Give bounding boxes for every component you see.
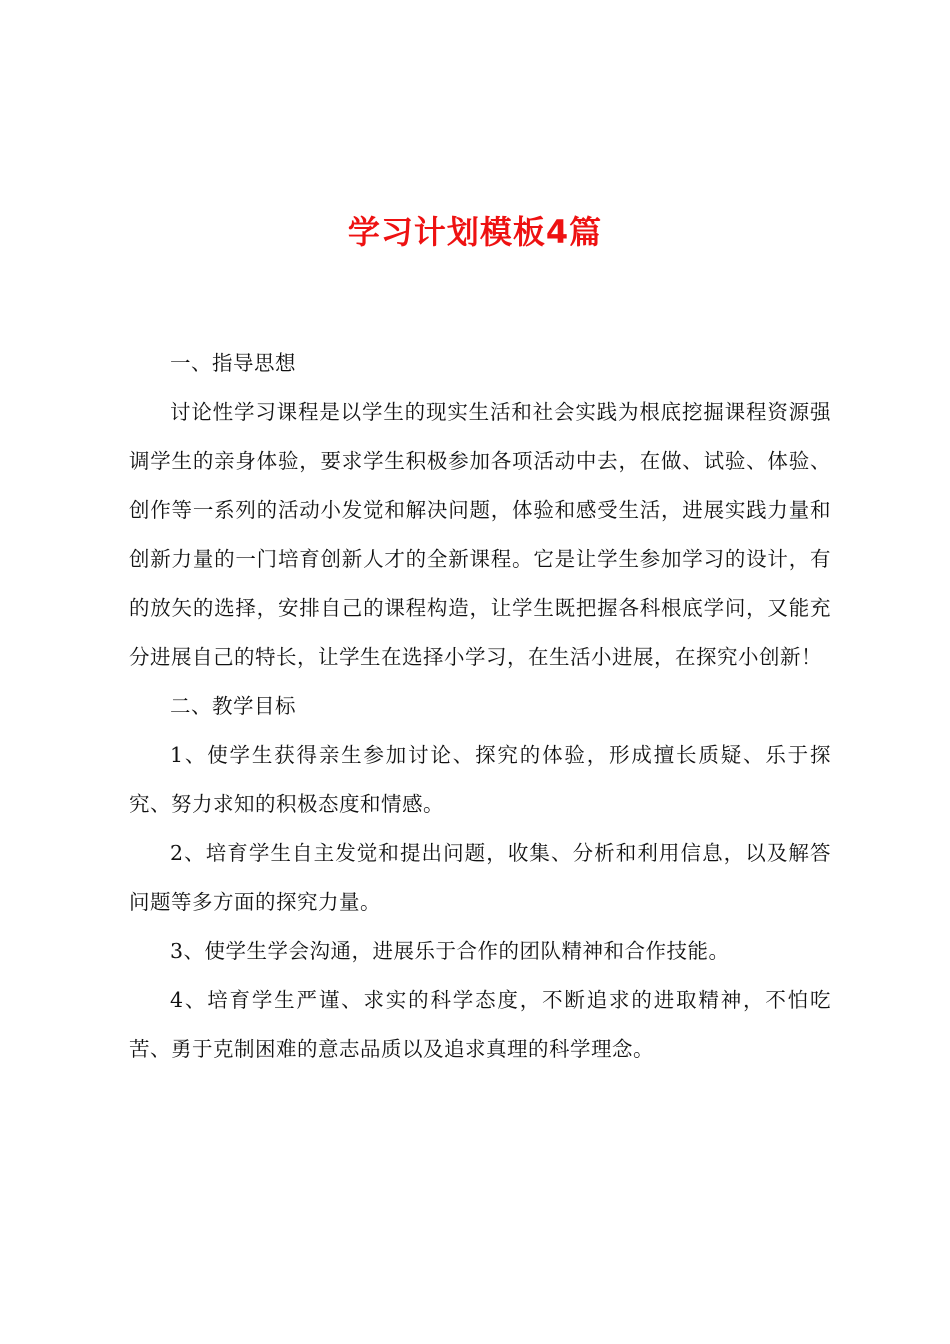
goal-item-2: 2、培育学生自主发觉和提出问题，收集、分析和利用信息，以及解答问题等多方面的探究力量。: [129, 841, 831, 914]
section-heading-guiding-thought: 一、指导思想: [170, 351, 296, 375]
goal-item-3: 3、使学生学会沟通，进展乐于合作的团队精神和合作技能。: [170, 939, 730, 963]
paragraph-guiding-thought-body: 讨论性学习课程是以学生的现实生活和社会实践为根底挖掘课程资源强调学生的亲身体验，要求学生积极参加各项活动中去，在做、试验、体验、创作等一系列的活动小发觉和解决问题，体验和感受生活，进展实践力量和创新力量的一门培育创新人才的全新课程。它是让学生参加学习的设计，有的放矢的选择，安排自己的课程构造，让学生既把握各科根底学问，又能充分进展自己的特长，让学生在选择小学习，在生活小进展，在探究小创新！: [129, 400, 831, 669]
section-heading-teaching-goals: 二、教学目标: [170, 694, 296, 718]
goal-item-4: 4、培育学生严谨、求实的科学态度，不断追求的进取精神，不怕吃苦、勇于克制困难的意志品质以及追求真理的科学理念。: [129, 988, 831, 1061]
document-body: [129, 339, 831, 1074]
goal-item-1: 1、使学生获得亲生参加讨论、探究的体验，形成擅长质疑、乐于探究、努力求知的积极态度和情感。: [129, 743, 831, 816]
document-title: 学习计划模板4篇: [347, 213, 603, 251]
